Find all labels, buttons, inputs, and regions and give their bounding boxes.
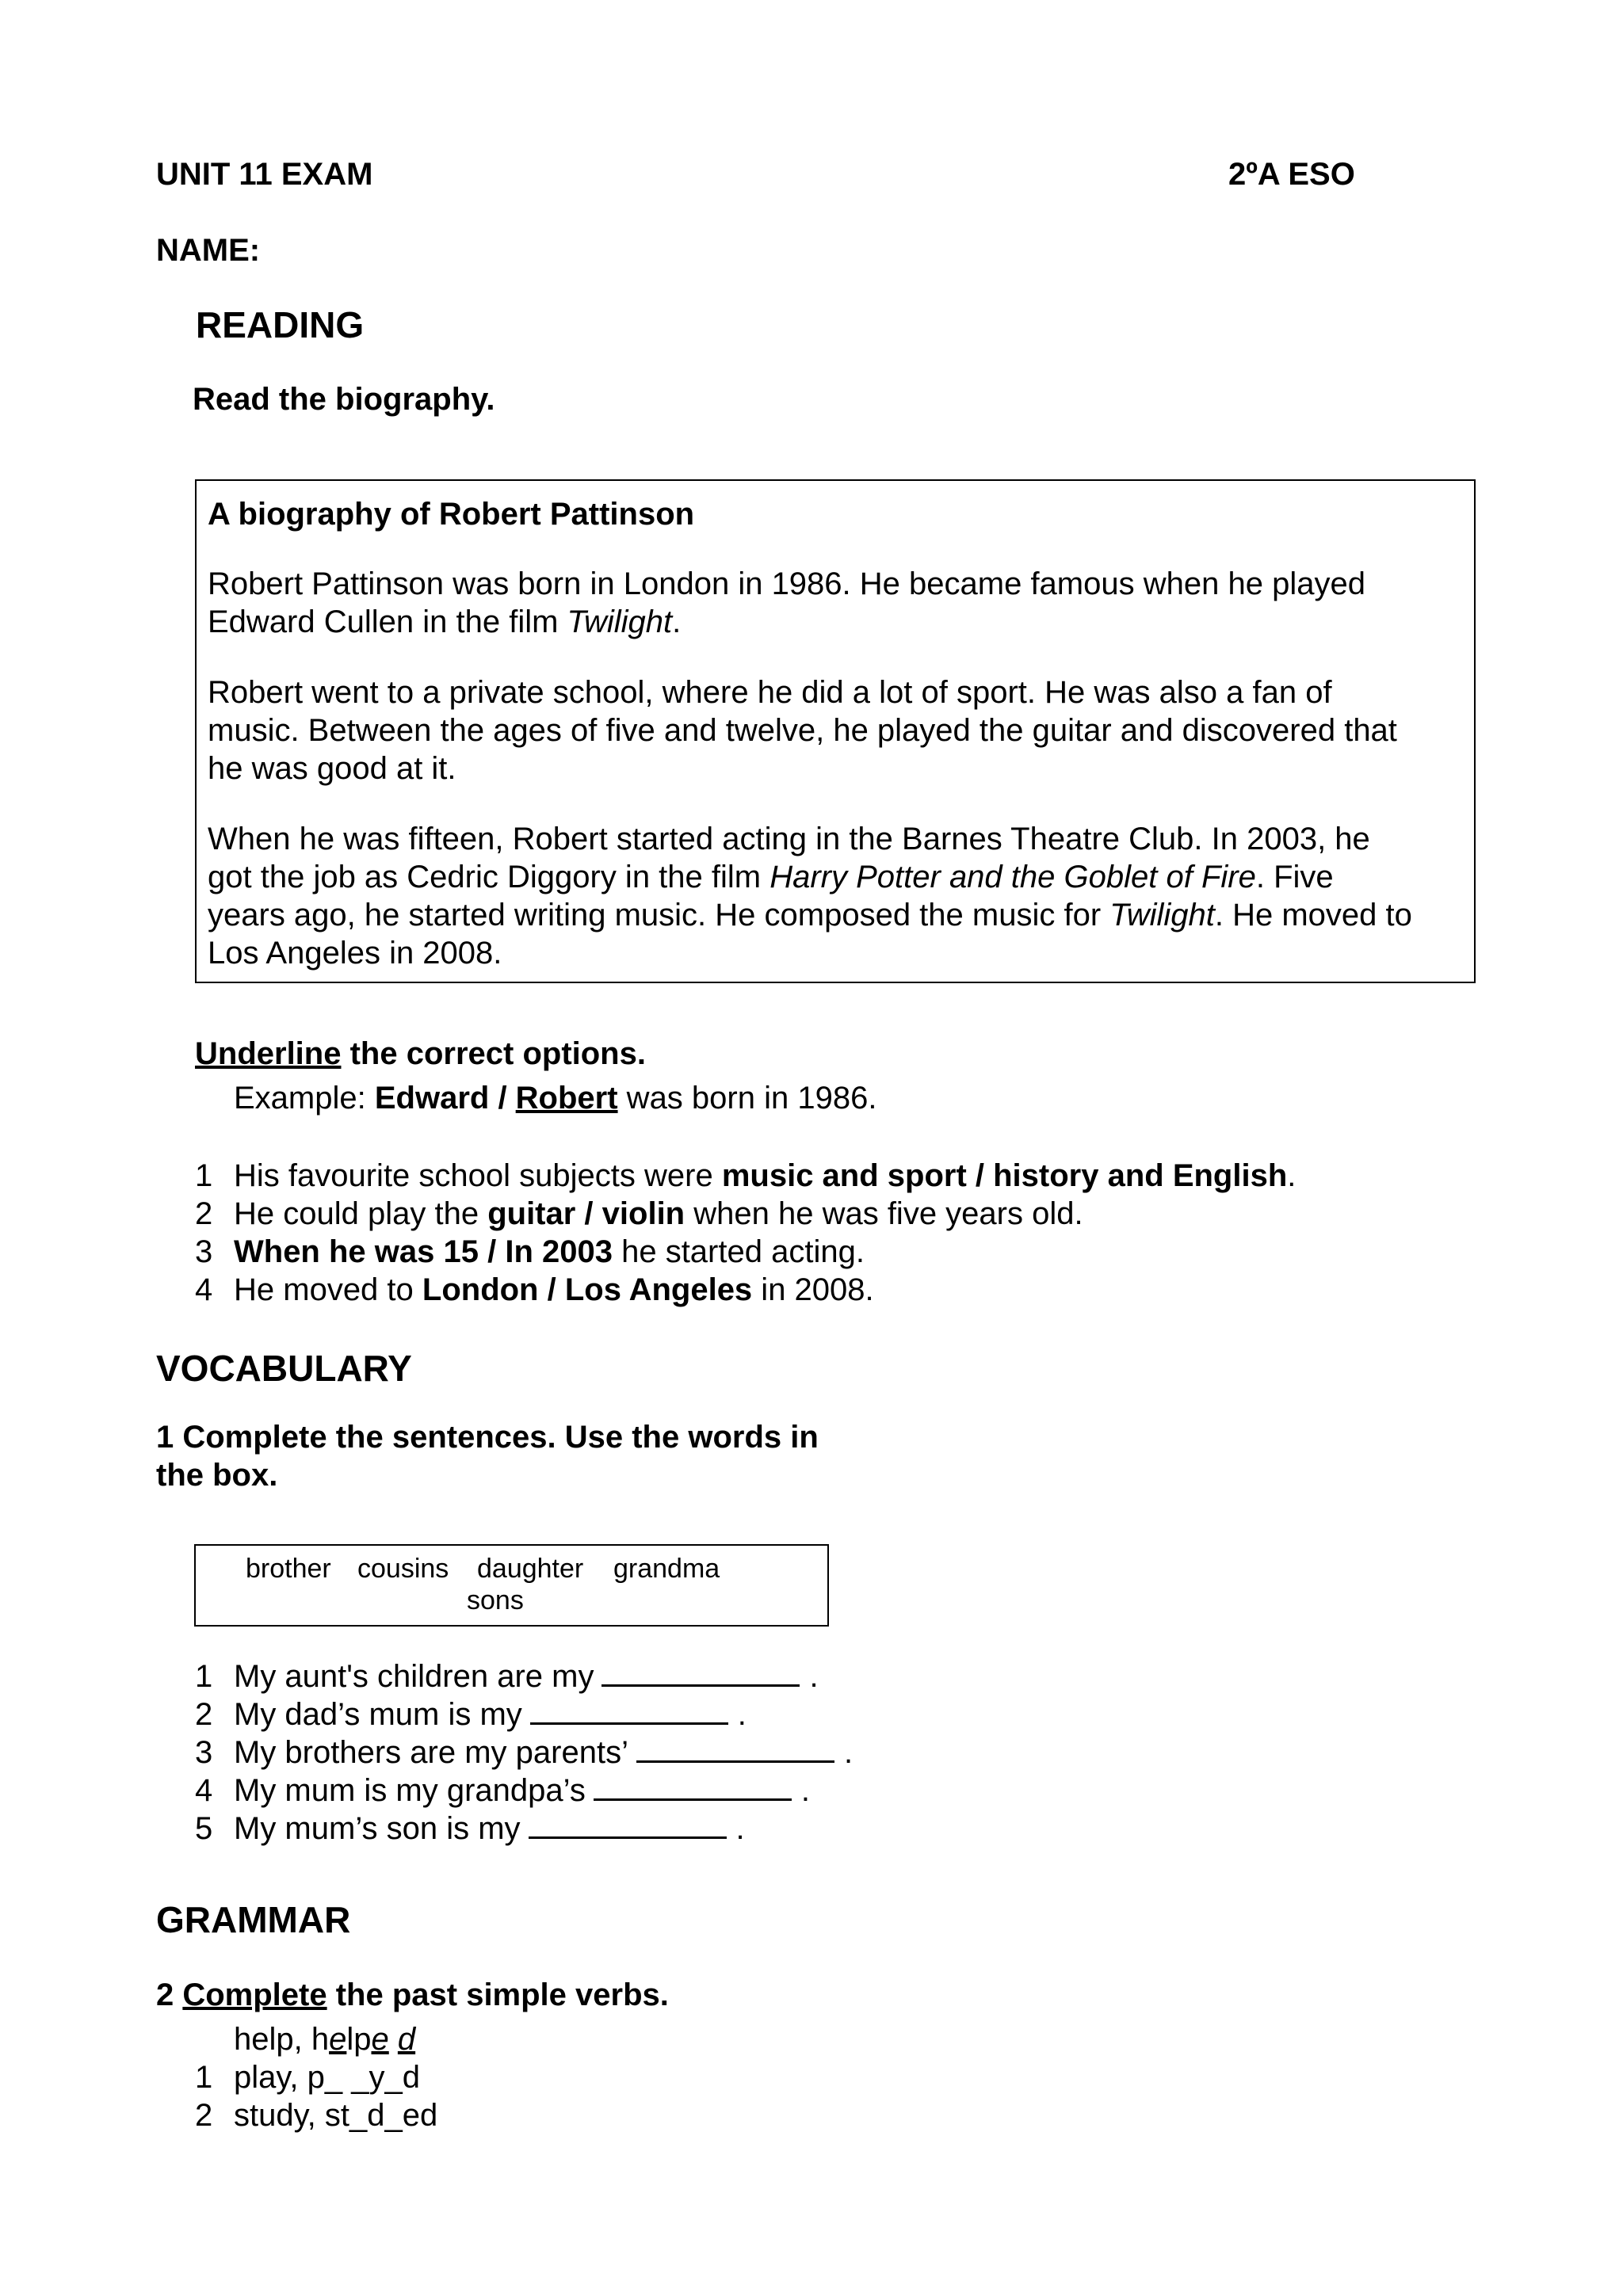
word-box-word: sons bbox=[467, 1585, 524, 1615]
film-title: Harry Potter and the Goblet of Fire bbox=[769, 860, 1256, 894]
vocab-item: My brothers are my parents’ . bbox=[234, 1735, 854, 1770]
reading-item-number: 3 bbox=[195, 1234, 213, 1269]
bio-p2-line3: he was good at it. bbox=[208, 751, 456, 786]
word-box-word: cousins bbox=[357, 1554, 449, 1584]
vocab-item-number: 3 bbox=[195, 1735, 213, 1770]
answer-blank[interactable] bbox=[529, 1811, 727, 1839]
grammar-item-number: 1 bbox=[195, 2060, 213, 2095]
bio-p2-line2: music. Between the ages of five and twelve, he played the guitar and discovered that bbox=[208, 713, 1397, 748]
answer-options: music and sport / history and English bbox=[721, 1158, 1288, 1193]
film-title: Twilight bbox=[1109, 898, 1215, 933]
biography-title: A biography of Robert Pattinson bbox=[208, 497, 695, 532]
answer-blank[interactable] bbox=[601, 1659, 800, 1687]
word-box bbox=[194, 1544, 829, 1627]
vocab-item: My mum’s son is my . bbox=[234, 1811, 745, 1846]
vocab-item: My dad’s mum is my . bbox=[234, 1697, 747, 1732]
grammar-item[interactable]: play, p_ _y_d bbox=[234, 2060, 420, 2095]
grammar-item[interactable]: study, st_d_ed bbox=[234, 2098, 438, 2133]
bio-p1-line1: Robert Pattinson was born in London in 1986. He became famous when he played bbox=[208, 566, 1365, 601]
grammar-item-number: 2 bbox=[195, 2098, 213, 2133]
bio-p3-line3: years ago, he started writing music. He composed the music for Twilight. He moved to bbox=[208, 898, 1412, 933]
vocab-item: My aunt's children are my . bbox=[234, 1659, 819, 1694]
grammar-instruction: 2 Complete the past simple verbs. bbox=[156, 1978, 669, 2012]
vocab-item-number: 4 bbox=[195, 1773, 213, 1808]
vocabulary-heading: VOCABULARY bbox=[156, 1348, 412, 1389]
bio-p2-line1: Robert went to a private school, where he did a lot of sport. He was also a fan of bbox=[208, 675, 1332, 710]
reading-item-number: 2 bbox=[195, 1196, 213, 1231]
reading-task-instruction: Underline the correct options. bbox=[195, 1036, 646, 1071]
bio-p1-line2: Edward Cullen in the film Twilight. bbox=[208, 605, 682, 639]
word-box-word: daughter bbox=[477, 1554, 584, 1584]
reading-item[interactable]: His favourite school subjects were music and sport / history and English. bbox=[234, 1158, 1296, 1193]
exam-title: UNIT 11 EXAM bbox=[156, 157, 373, 192]
grammar-example: help, helpe d bbox=[234, 2022, 416, 2057]
bio-p3-line1: When he was fifteen, Robert started acting in the Barnes Theatre Club. In 2003, he bbox=[208, 822, 1370, 856]
name-label: NAME: bbox=[156, 233, 261, 268]
reading-item[interactable]: He moved to London / Los Angeles in 2008. bbox=[234, 1272, 874, 1307]
class-label: 2ºA ESO bbox=[1228, 157, 1355, 192]
vocab-item-number: 2 bbox=[195, 1697, 213, 1732]
answer-options: London / Los Angeles bbox=[422, 1272, 753, 1307]
reading-item-number: 4 bbox=[195, 1272, 213, 1307]
answer-blank[interactable] bbox=[530, 1697, 728, 1725]
reading-instruction: Read the biography. bbox=[193, 382, 495, 417]
vocab-item: My mum is my grandpa’s . bbox=[234, 1773, 810, 1808]
bio-p3-line4: Los Angeles in 2008. bbox=[208, 936, 502, 971]
reading-example: Example: Edward / Robert was born in 1986. bbox=[234, 1081, 877, 1116]
vocabulary-instruction-line2: the box. bbox=[156, 1458, 278, 1493]
vocab-item-number: 5 bbox=[195, 1811, 213, 1846]
reading-item[interactable]: He could play the guitar / violin when he was five years old. bbox=[234, 1196, 1083, 1231]
reading-item-number: 1 bbox=[195, 1158, 213, 1193]
film-title: Twilight bbox=[567, 605, 673, 639]
vocab-item-number: 1 bbox=[195, 1659, 213, 1694]
vocabulary-instruction-line1: 1 Complete the sentences. Use the words in bbox=[156, 1420, 819, 1455]
answer-options: guitar / violin bbox=[487, 1196, 685, 1231]
bio-p3-line2: got the job as Cedric Diggory in the film Harry Potter and the Goblet of Fire. Five bbox=[208, 860, 1334, 894]
word-box-word: brother bbox=[246, 1554, 331, 1584]
reading-item[interactable]: When he was 15 / In 2003 he started acting. bbox=[234, 1234, 865, 1269]
answer-blank[interactable] bbox=[594, 1773, 792, 1801]
biography-box bbox=[195, 479, 1476, 983]
answer-blank[interactable] bbox=[636, 1735, 834, 1763]
word-box-word: grandma bbox=[613, 1554, 720, 1584]
grammar-heading: GRAMMAR bbox=[156, 1899, 351, 1940]
answer-options: When he was 15 / In 2003 bbox=[234, 1234, 613, 1269]
reading-heading: READING bbox=[196, 304, 365, 345]
